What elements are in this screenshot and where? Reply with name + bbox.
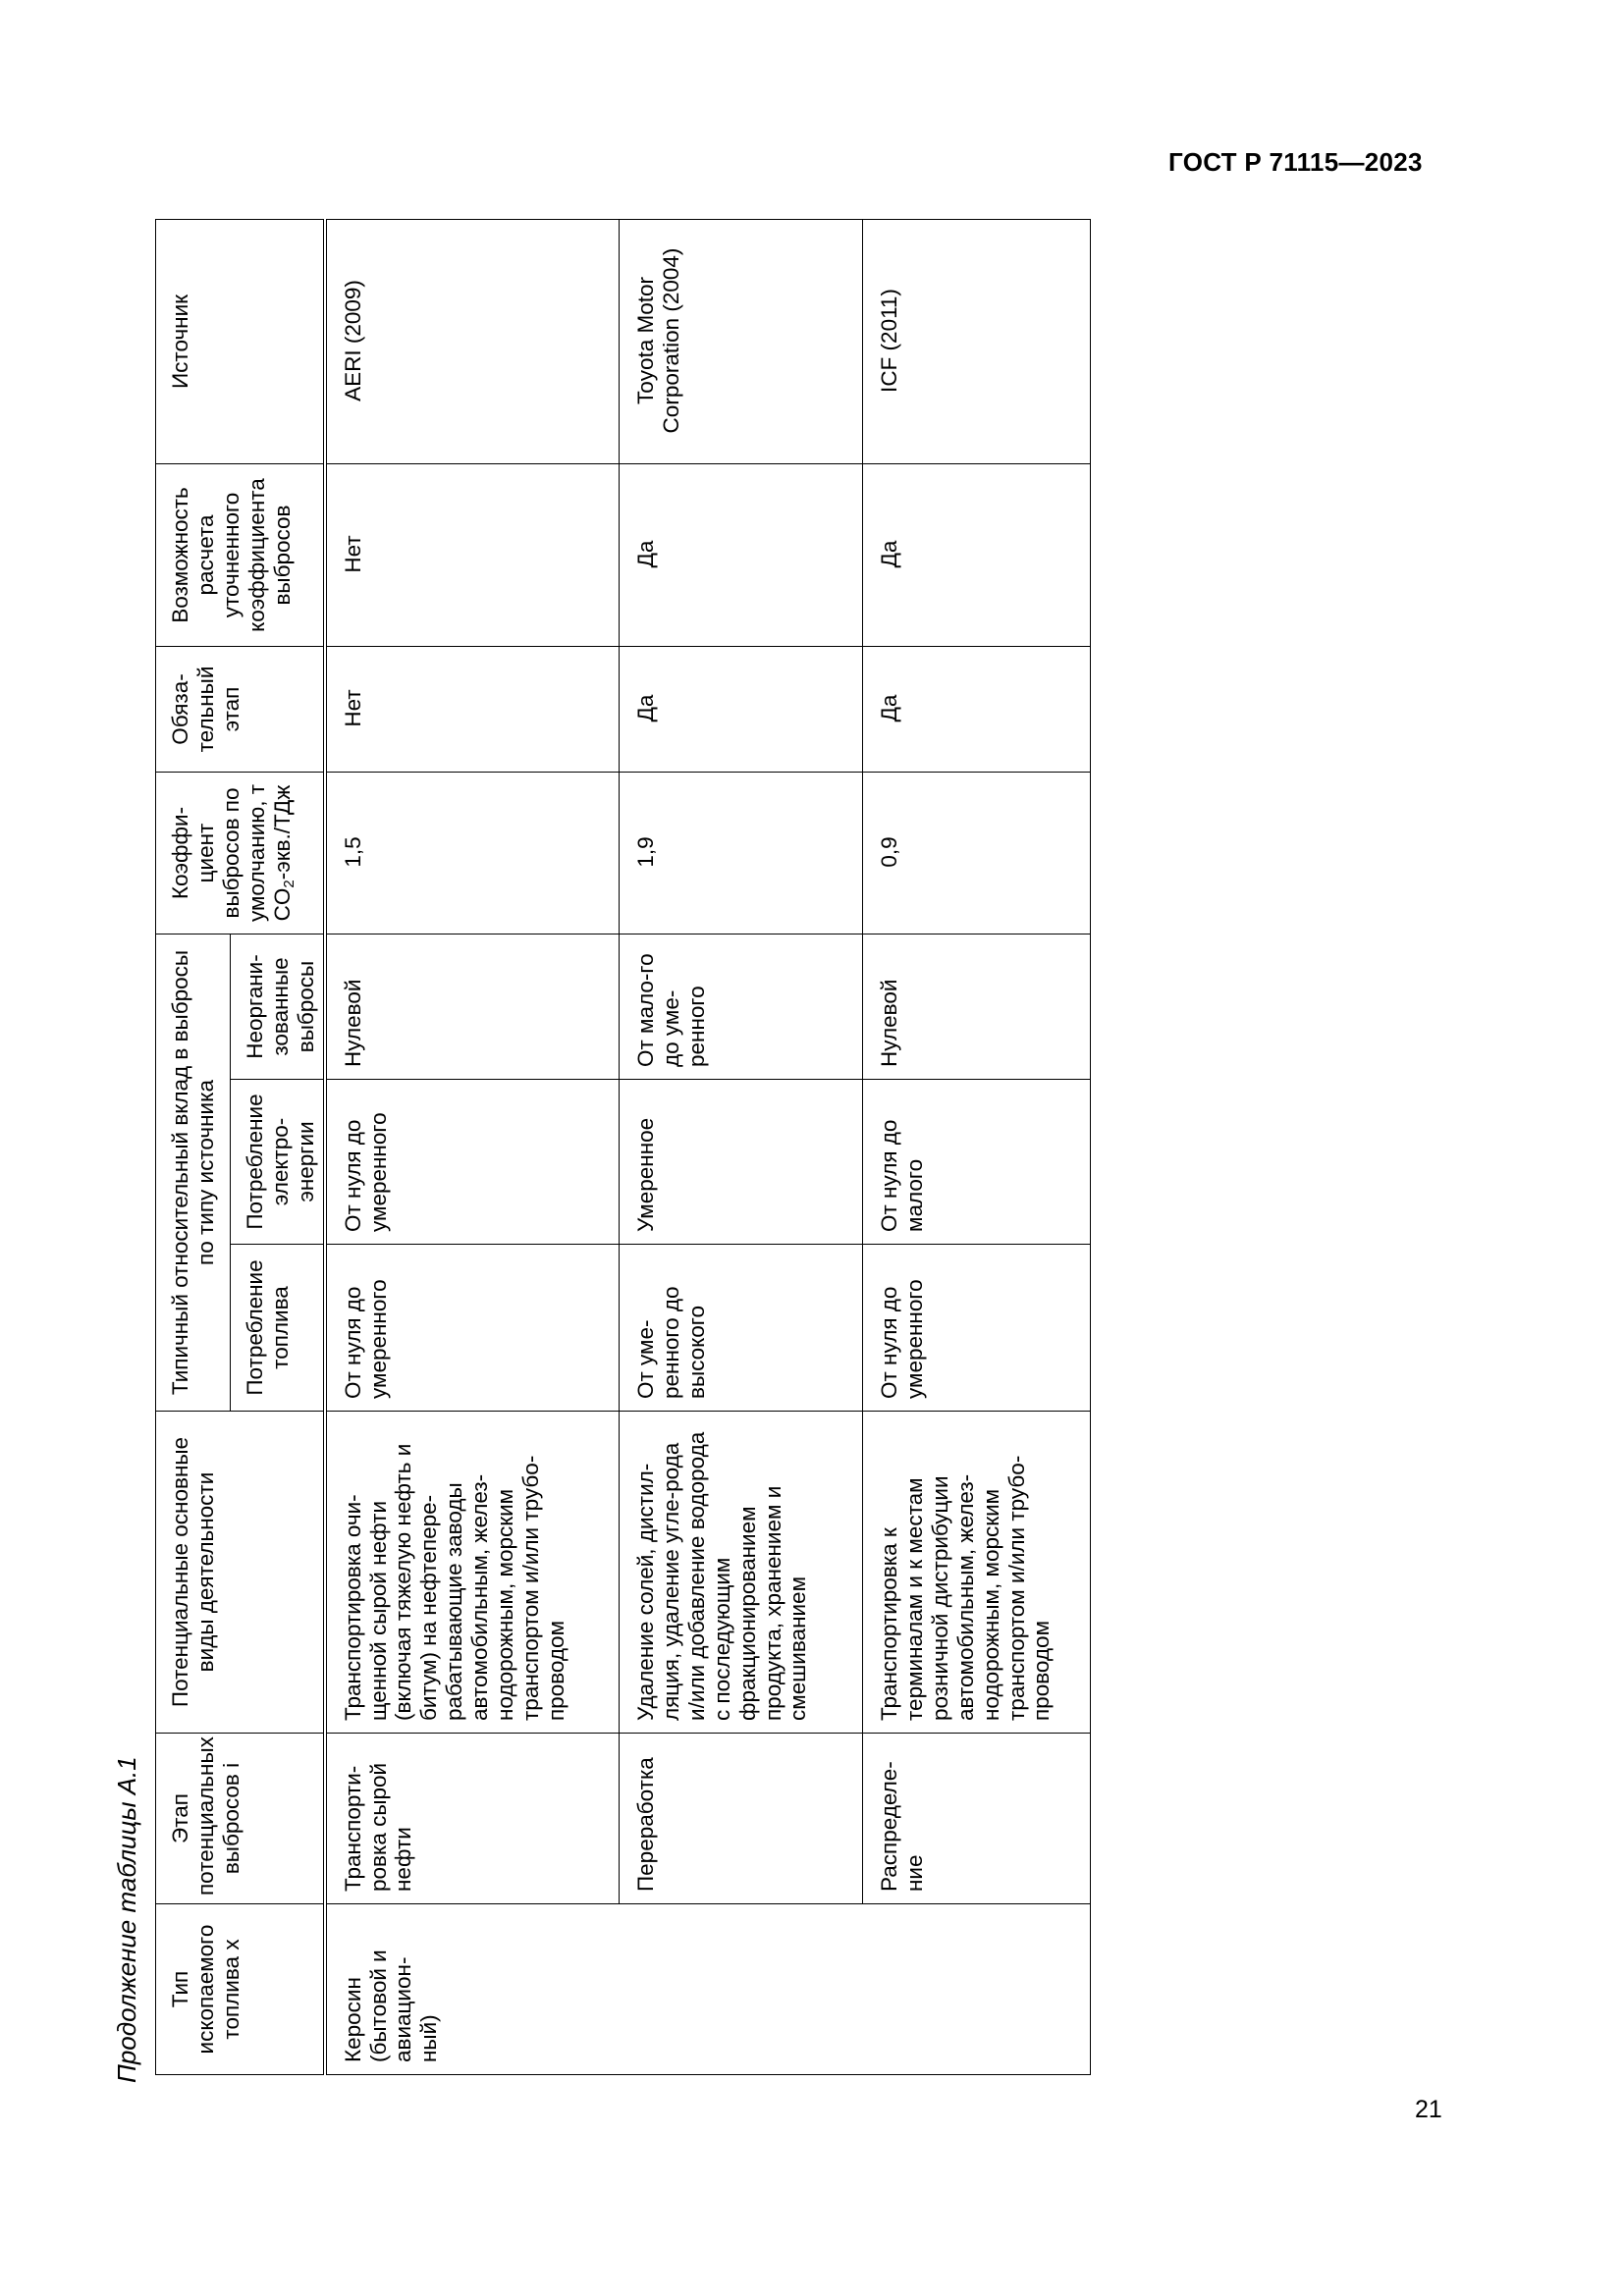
electricity-cell: Умеренное xyxy=(620,1080,863,1245)
activities-cell: Транспортировка к терминалам и к местам розничной дистрибуции автомобильным, желез-нодорожным, морским транспортом и/или трубо-проводом xyxy=(863,1412,1091,1734)
emission-factor-cell: 1,9 xyxy=(620,773,863,934)
standard-designation: ГОСТ Р 71115—2023 xyxy=(1168,147,1423,177)
fugitive-cell: Нулевой xyxy=(863,934,1091,1080)
header-contribution: Типичный относительный вклад в выбросы по типу источника xyxy=(156,934,231,1412)
refined-cell: Да xyxy=(863,464,1091,647)
fuel-type-cell: Керосин (бытовой и авиацион-ный) xyxy=(325,1904,1091,2075)
header-refined: Возможность расчета уточненного коэффициента выбросов xyxy=(156,464,325,647)
header-fugitive: Неоргани-зованные выбросы xyxy=(231,934,325,1080)
header-row-1 xyxy=(156,220,231,2075)
header-electricity: Потребление электро-энергии xyxy=(231,1080,325,1245)
electricity-cell: От нуля до малого xyxy=(863,1080,1091,1245)
header-source: Источник xyxy=(156,220,325,464)
emissions-table xyxy=(155,219,1091,2075)
stage-cell: Транспорти-ровка сырой нефти xyxy=(325,1734,620,1904)
header-activities: Потенциальные основные виды деятельности xyxy=(156,1412,325,1734)
electricity-cell: От нуля до умеренного xyxy=(325,1080,620,1245)
ef-text-2: -экв./ТДж xyxy=(269,784,295,881)
emission-factor-cell: 0,9 xyxy=(863,773,1091,934)
header-stage: Этап потенциальных выбросов i xyxy=(156,1734,325,1904)
header-fuel-consumption: Потребление топлива xyxy=(231,1245,325,1412)
fugitive-cell: От мало-го до уме-ренного xyxy=(620,934,863,1080)
emission-factor-cell: 1,5 xyxy=(325,773,620,934)
mandatory-cell: Да xyxy=(863,647,1091,773)
stage-cell: Распределе-ние xyxy=(863,1734,1091,1904)
source-cell: ICF (2011) xyxy=(863,220,1091,464)
rotated-table-area xyxy=(108,177,1090,2091)
ef-subscript: 2 xyxy=(280,880,298,888)
table-row xyxy=(325,220,620,2075)
mandatory-cell: Нет xyxy=(325,647,620,773)
fugitive-cell: Нулевой xyxy=(325,934,620,1080)
table-caption: Продолжение таблицы А.1 xyxy=(112,1756,141,2083)
fuel-consumption-cell: От уме-ренного до высокого xyxy=(620,1245,863,1412)
fuel-consumption-cell: От нуля до умеренного xyxy=(863,1245,1091,1412)
header-emission-factor xyxy=(156,773,325,934)
activities-cell: Удаление солей, дистил-ляция, удаление угле-рода и/или добавление водорода с последующим фракционированием продукта, хранением и смешиванием xyxy=(620,1412,863,1734)
refined-cell: Нет xyxy=(325,464,620,647)
mandatory-cell: Да xyxy=(620,647,863,773)
activities-cell: Транспортировка очи-щенной сырой нефти (включая тяжелую нефть и битум) на нефтепере-рабатывающие заводы автомобильным, желез-нодорожным, морским транспортом и/или трубо-проводом xyxy=(325,1412,620,1734)
ef-text-1: Коэффи-циент выбросов по умолчанию, т CO xyxy=(168,783,295,923)
source-cell: Toyota Motor Corporation (2004) xyxy=(620,220,863,464)
header-fuel-type: Тип ископаемого топлива х xyxy=(156,1904,325,2075)
table-row xyxy=(863,220,1091,2075)
stage-cell: Переработка xyxy=(620,1734,863,1904)
refined-cell: Да xyxy=(620,464,863,647)
page-number: 21 xyxy=(1415,2096,1442,2123)
table-row xyxy=(620,220,863,2075)
source-cell: AERI (2009) xyxy=(325,220,620,464)
header-mandatory: Обяза-тельный этап xyxy=(156,647,325,773)
fuel-consumption-cell: От нуля до умеренного xyxy=(325,1245,620,1412)
